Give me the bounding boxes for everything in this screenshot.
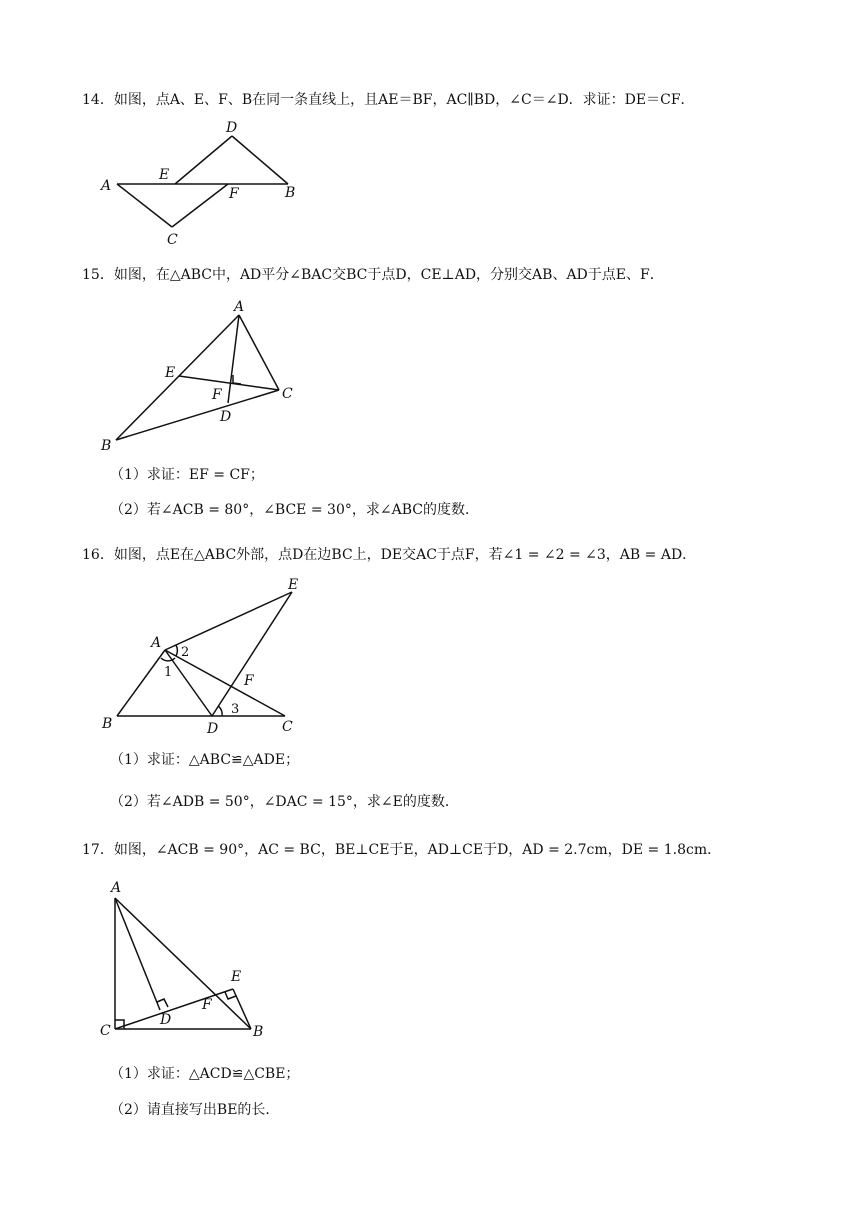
label-a: A [151, 635, 162, 651]
problem-17-stem: 17．如图，∠ACB = 90°，AC = BC，BE⊥CE于E，AD⊥CE于D，AD = 2.7cm，DE = 1.8cm． [82, 842, 722, 858]
segment-ac [117, 184, 172, 227]
label-e: E [159, 167, 170, 183]
problem-15-stem: 15．如图，在△ABC中，AD平分∠BAC交BC于点D，CE⊥AD，分别交AB、AD于点E、F． [82, 267, 664, 283]
segment-ac [239, 315, 279, 390]
segment-ab [117, 650, 165, 716]
label-angle-1: 1 [164, 665, 173, 680]
segment-cf [172, 184, 228, 227]
label-angle-3: 3 [231, 702, 240, 717]
angle-1-arc [161, 658, 175, 661]
label-e: E [165, 365, 176, 381]
label-a: A [234, 299, 245, 315]
segment-ad [228, 315, 239, 403]
problem-15-figure [95, 295, 310, 455]
problem-14-stem: 14．如图，点A、E、F、B在同一条直线上，且AE＝BF，AC∥BD，∠C＝∠D．求证：DE＝CF． [82, 92, 695, 108]
problem-17-part-1: （1）求证：△ACD≌△CBE； [110, 1066, 300, 1082]
right-angle-mark [233, 375, 241, 384]
segment-eb [233, 989, 251, 1029]
label-d: D [207, 721, 219, 737]
problem-16-part-2: （2）若∠ADB = 50°，∠DAC = 15°，求∠E的度数． [110, 794, 459, 810]
label-c: C [167, 232, 178, 248]
label-e: E [231, 969, 242, 985]
problem-16-figure [95, 575, 310, 740]
label-e: E [288, 577, 299, 593]
label-a: A [101, 178, 112, 194]
segment-ad [115, 898, 160, 1010]
label-d: D [160, 1012, 172, 1028]
label-f: F [229, 186, 239, 202]
label-b: B [253, 1024, 264, 1040]
segment-ed [175, 136, 232, 184]
label-b: B [285, 185, 296, 201]
label-d: D [226, 120, 238, 136]
problem-15-part-1: （1）求证：EF = CF； [110, 467, 264, 483]
segment-db [232, 136, 288, 184]
problem-17-part-2: （2）请直接写出BE的长． [110, 1102, 280, 1118]
label-c: C [282, 386, 293, 402]
label-angle-2: 2 [181, 645, 190, 660]
label-d: D [220, 409, 232, 425]
label-a: A [111, 880, 122, 896]
problem-16-part-1: （1）求证：△ABC≌△ADE； [110, 752, 300, 768]
label-b: B [102, 716, 113, 732]
problem-14-figure [95, 115, 310, 250]
problem-17-figure [95, 870, 275, 1045]
label-f: F [212, 387, 222, 403]
angle-3-arc [218, 706, 222, 716]
problem-16-stem: 16．如图，点E在△ABC外部，点D在边BC上，DE交AC于点F，若∠1 = ∠2 = ∠3，AB = AD． [82, 547, 697, 563]
segment-ab [115, 898, 251, 1029]
label-c: C [282, 719, 293, 735]
segment-ce [115, 989, 233, 1029]
angle-2-arc [176, 645, 177, 656]
segment-ec [179, 376, 279, 390]
label-f: F [244, 673, 254, 689]
problem-15-part-2: （2）若∠ACB = 80°，∠BCE = 30°，求∠ABC的度数． [110, 502, 479, 518]
label-c: C [100, 1023, 111, 1039]
label-b: B [101, 438, 112, 454]
label-f: F [202, 997, 212, 1013]
